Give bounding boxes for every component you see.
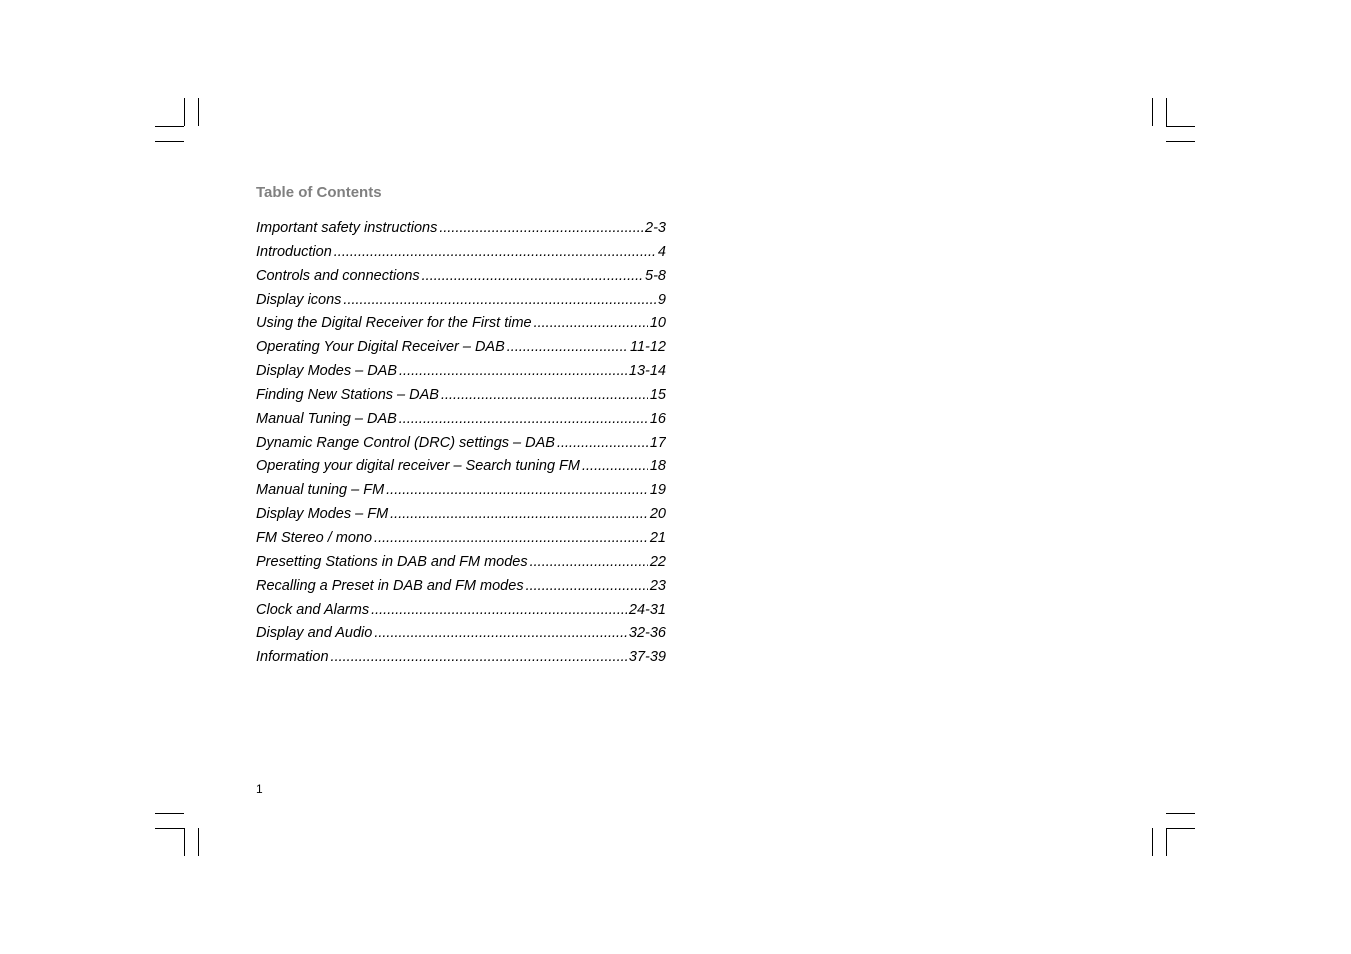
- toc-entry-page: 19: [649, 482, 666, 499]
- toc-list: [256, 220, 666, 673]
- toc-entry-page: 15: [649, 386, 666, 403]
- toc-entry-label: Display icons: [256, 291, 342, 308]
- toc-dot-leader: [374, 625, 627, 641]
- toc-entry-label: Clock and Alarms: [256, 601, 370, 618]
- toc-entry-page: 17: [649, 434, 666, 451]
- toc-dot-leader: [399, 411, 648, 427]
- toc-entry[interactable]: [256, 411, 666, 435]
- toc-dot-leader: [441, 387, 648, 403]
- toc-entry[interactable]: [256, 482, 666, 506]
- toc-entry[interactable]: [256, 578, 666, 602]
- toc-entry-label: Operating your digital receiver – Search tuning FM: [256, 458, 580, 475]
- toc-entry-page: 22: [649, 553, 666, 570]
- toc-entry[interactable]: [256, 554, 666, 578]
- toc-entry-page: 18: [649, 458, 666, 475]
- toc-entry-page: 37-39: [628, 649, 666, 666]
- toc-dot-leader: [371, 602, 627, 618]
- toc-entry[interactable]: [256, 363, 666, 387]
- toc-entry-label: FM Stereo / mono: [256, 529, 373, 546]
- crop-mark-bottom-right-h2: [1166, 828, 1195, 829]
- toc-entry-page: 11-12: [629, 339, 666, 356]
- crop-mark-top-right-h1: [1166, 126, 1195, 127]
- toc-entry[interactable]: [256, 339, 666, 363]
- toc-entry[interactable]: [256, 315, 666, 339]
- toc-entry[interactable]: [256, 625, 666, 649]
- toc-entry[interactable]: [256, 506, 666, 530]
- toc-entry[interactable]: [256, 292, 666, 316]
- toc-dot-leader: [334, 244, 656, 260]
- toc-entry[interactable]: [256, 268, 666, 292]
- crop-mark-top-left-h1: [155, 126, 184, 127]
- toc-entry-page: 16: [649, 410, 666, 427]
- crop-mark-bottom-left-h2: [155, 828, 184, 829]
- toc-entry[interactable]: [256, 649, 666, 673]
- toc-entry[interactable]: [256, 530, 666, 554]
- toc-entry-label: Information: [256, 649, 329, 666]
- crop-mark-bottom-left-v1: [184, 828, 185, 856]
- toc-entry[interactable]: [256, 458, 666, 482]
- toc-entry-page: 4: [657, 243, 666, 260]
- crop-mark-bottom-right-v1: [1152, 828, 1153, 856]
- toc-entry[interactable]: [256, 220, 666, 244]
- toc-entry-label: Using the Digital Receiver for the First time: [256, 315, 532, 332]
- toc-entry-label: Dynamic Range Control (DRC) settings – DAB: [256, 434, 555, 451]
- toc-entry-page: 13-14: [628, 363, 666, 380]
- crop-mark-bottom-right-v2: [1166, 828, 1167, 856]
- toc-entry[interactable]: [256, 602, 666, 626]
- toc-dot-leader: [582, 458, 648, 474]
- toc-entry-label: Finding New Stations – DAB: [256, 386, 439, 403]
- toc-dot-leader: [526, 578, 648, 594]
- toc-entry-page: 21: [649, 529, 666, 546]
- crop-mark-bottom-left-h1: [155, 813, 184, 814]
- toc-dot-leader: [374, 530, 648, 546]
- toc-entry-label: Manual Tuning – DAB: [256, 410, 397, 427]
- crop-mark-bottom-left-v2: [198, 828, 199, 856]
- crop-mark-top-left-v1: [184, 98, 185, 126]
- toc-entry-page: 9: [657, 291, 666, 308]
- crop-mark-top-right-v1: [1152, 98, 1153, 126]
- toc-dot-leader: [343, 292, 656, 308]
- crop-mark-top-left-v2: [198, 98, 199, 126]
- crop-mark-top-right-v2: [1166, 98, 1167, 126]
- toc-entry-label: Important safety instructions: [256, 220, 438, 236]
- toc-dot-leader: [507, 339, 628, 355]
- toc-entry-page: 23: [649, 577, 666, 594]
- toc-entry-page: 24-31: [628, 601, 666, 618]
- toc-entry-label: Operating Your Digital Receiver – DAB: [256, 339, 505, 356]
- toc-dot-leader: [534, 315, 648, 331]
- toc-dot-leader: [331, 649, 627, 665]
- toc-entry-page: 10: [649, 315, 666, 332]
- toc-entry-label: Presetting Stations in DAB and FM modes: [256, 553, 528, 570]
- toc-entry-label: Controls and connections: [256, 267, 420, 284]
- toc-entry-label: Display Modes – DAB: [256, 363, 398, 380]
- toc-entry-page: 2-3: [645, 220, 666, 236]
- toc-dot-leader: [422, 268, 643, 284]
- toc-entry[interactable]: [256, 244, 666, 268]
- toc-entry-label: Recalling a Preset in DAB and FM modes: [256, 577, 524, 594]
- toc-entry-label: Display and Audio: [256, 625, 373, 642]
- toc-dot-leader: [386, 482, 648, 498]
- toc-dot-leader: [399, 363, 627, 379]
- toc-title: Table of Contents: [256, 184, 382, 201]
- toc-dot-leader: [530, 554, 648, 570]
- crop-mark-top-left-h2: [155, 141, 184, 142]
- crop-mark-bottom-right-h1: [1166, 813, 1195, 814]
- toc-entry-label: Introduction: [256, 243, 332, 260]
- page-number: 1: [256, 782, 263, 796]
- crop-mark-top-right-h2: [1166, 141, 1195, 142]
- toc-entry-page: 20: [649, 506, 666, 523]
- toc-entry-page: 5-8: [645, 267, 666, 284]
- toc-entry-label: Display Modes – FM: [256, 506, 389, 523]
- toc-entry[interactable]: [256, 387, 666, 411]
- toc-entry-page: 32-36: [628, 625, 666, 642]
- toc-dot-leader: [439, 220, 643, 236]
- toc-dot-leader: [557, 435, 648, 451]
- toc-dot-leader: [390, 506, 648, 522]
- toc-entry[interactable]: [256, 435, 666, 459]
- toc-entry-label: Manual tuning – FM: [256, 482, 385, 499]
